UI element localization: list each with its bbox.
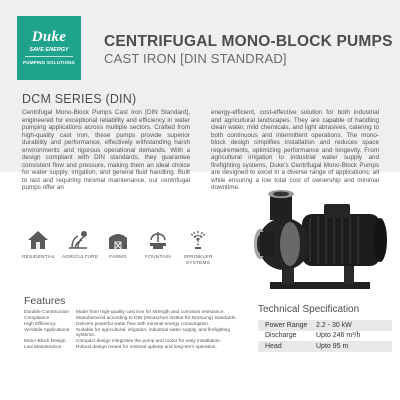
app-residential bbox=[22, 228, 54, 261]
feature-desc: Made from high-quality cast iron for strength and corrosion resistance. bbox=[76, 310, 225, 315]
logo-name: Duke bbox=[31, 29, 67, 45]
feature-name: Low Maintenance bbox=[24, 345, 62, 351]
app-farms bbox=[102, 228, 134, 261]
fountain-icon bbox=[146, 228, 170, 252]
app-label bbox=[182, 255, 214, 266]
brand-logo bbox=[17, 16, 81, 80]
spec-row-discharge bbox=[258, 331, 392, 342]
app-label: FARMS bbox=[109, 255, 127, 260]
app-label-line2: SYSTEMS bbox=[185, 260, 211, 266]
spec-label: Power Range bbox=[265, 321, 308, 329]
page-title: CENTRIFUGAL MONO-BLOCK PUMPS bbox=[104, 33, 393, 50]
app-label: RESIDENTIAL bbox=[22, 255, 56, 260]
spec-table bbox=[258, 320, 392, 352]
spec-label: Discharge bbox=[265, 332, 297, 340]
spec-row-head bbox=[258, 341, 392, 352]
logo-bottom-line: PUMPING SOLUTIONS bbox=[23, 60, 75, 65]
feature-row bbox=[24, 345, 242, 350]
series-description-left: Centrifugal Mono-Block Pumps Cast Iron [DIN Standard], engineered for exceptional reliability and efficiency in water pumping applications across multiple sectors. Crafted from high-quality cast iron, these pumps provide superior durability and performance, effectively withstanding harsh environments and rigorous operational demands. With a design compliant with DIN standards, they guarantee consistent flow and pressure, making them an ideal choice for water supply, irrigation, and general fluid handling. Built to last and requiring minimal maintenance, our centrifugal pumps offer an bbox=[22, 109, 190, 191]
spec-value: 2.2 - 30 kW bbox=[316, 321, 352, 329]
feature-name: Mono-Block Design bbox=[24, 339, 66, 345]
feature-row bbox=[24, 322, 242, 327]
pump-image bbox=[240, 182, 400, 302]
series-description-right: energy-efficient, cost-effective solution for both industrial and agricultural landscapes. They are capable of handling clean water, mild chemicals, and light abrasives, catering to both continuous and intermittent operations. The mono-block design simplifies installation and reduces space requirements, optimizing performance and longevity. From agricultural irrigation to industrial water supply and firefighting systems, Duke's Centrifugal Mono-Block Pumps are designed to excel in a diverse range of applications, all while ensuring a low total cost of ownership and minimal downtime. bbox=[211, 109, 379, 191]
feature-name: Compliance bbox=[24, 316, 50, 321]
features-title: Features bbox=[24, 295, 66, 307]
feature-row bbox=[24, 310, 242, 315]
barn-icon bbox=[106, 228, 130, 252]
logo-tagline: SAVE ENERGY bbox=[29, 47, 69, 53]
app-label-line1: SPRINKLER bbox=[183, 255, 213, 260]
features-list bbox=[24, 310, 242, 351]
spec-label: Head bbox=[265, 342, 282, 350]
feature-desc: Manufactured according to DIN (Deutsches Institut für Normung) standards. bbox=[76, 316, 237, 321]
feature-row bbox=[24, 316, 242, 321]
app-label: FOUNTAIN bbox=[145, 255, 171, 260]
spec-value: Upto 95 m bbox=[316, 342, 349, 350]
feature-desc: Compact design integrates the pump and motor for easy installation. bbox=[76, 339, 222, 345]
applications-list bbox=[22, 228, 214, 284]
app-label: AGRICULTURE bbox=[62, 255, 99, 260]
spec-row-power bbox=[258, 320, 392, 331]
feature-desc: Delivers powerful water flow with minimal energy consumption. bbox=[76, 322, 210, 327]
feature-name: Durable Construction bbox=[24, 310, 70, 315]
series-title: DCM SERIES (DIN) bbox=[22, 92, 137, 106]
app-fountain bbox=[142, 228, 174, 261]
feature-row bbox=[24, 339, 242, 344]
feature-name: Versatile Applications bbox=[24, 328, 70, 333]
spec-value: Upto 246 m³/h bbox=[316, 332, 361, 340]
feature-desc: Robust design meant for minimal upkeep and long-term operation. bbox=[76, 345, 217, 351]
sprinkler-icon bbox=[186, 228, 210, 252]
feature-row bbox=[24, 328, 242, 339]
app-agriculture bbox=[62, 228, 99, 261]
logo-divider bbox=[25, 56, 73, 57]
feature-name: High Efficiency bbox=[24, 322, 56, 327]
app-sprinkler-systems bbox=[182, 228, 214, 266]
house-icon bbox=[26, 228, 50, 252]
feature-desc: Suitable for agricultural, irrigation, industrial water supply, and firefighting systems. bbox=[76, 328, 231, 339]
spec-title: Technical Specification bbox=[258, 304, 360, 315]
agriculture-icon bbox=[66, 228, 90, 252]
page-subtitle: CAST IRON [DIN STANDRAD] bbox=[104, 51, 287, 66]
